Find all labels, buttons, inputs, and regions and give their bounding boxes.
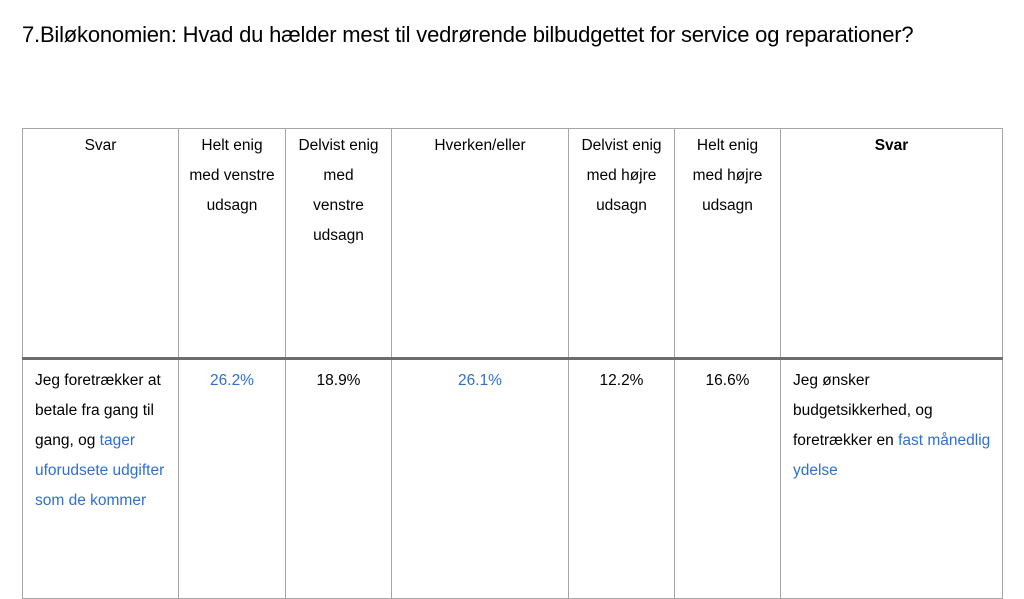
value-fully-agree-left: 26.2% [179, 359, 286, 599]
value-partly-agree-right: 12.2% [569, 359, 675, 599]
value-partly-agree-left: 18.9% [286, 359, 392, 599]
header-partly-agree-right: Delvist enig med højre udsagn [569, 129, 675, 359]
value-neutral: 26.1% [392, 359, 569, 599]
right-statement-cell [781, 359, 1003, 599]
left-statement-text: Jeg foretrækker at betale fra gang til gang, og [35, 372, 161, 449]
header-partly-agree-left: Delvist enig med venstre udsagn [286, 129, 392, 359]
header-fully-agree-right: Helt enig med højre udsagn [675, 129, 781, 359]
right-statement-text: Jeg ønsker budgetsikkerhed, og foretrækker en [793, 372, 933, 449]
header-row [23, 129, 1003, 359]
right-statement-highlight: fast månedlig ydelse [793, 432, 991, 479]
header-fully-agree-left: Helt enig med venstre udsagn [179, 129, 286, 359]
table-row [23, 359, 1003, 599]
question-title: 7.Biløkonomien: Hvad du hælder mest til vedrørende bilbudgettet for service og reparationer? [22, 22, 914, 47]
left-statement-highlight: tager uforudsete udgifter som de kommer [35, 432, 165, 509]
survey-results-table [22, 128, 1003, 599]
header-answer-right: Svar [781, 129, 1003, 359]
header-answer-left: Svar [23, 129, 179, 359]
left-statement-cell [23, 359, 179, 599]
header-neutral: Hverken/eller [392, 129, 569, 359]
value-fully-agree-right: 16.6% [675, 359, 781, 599]
